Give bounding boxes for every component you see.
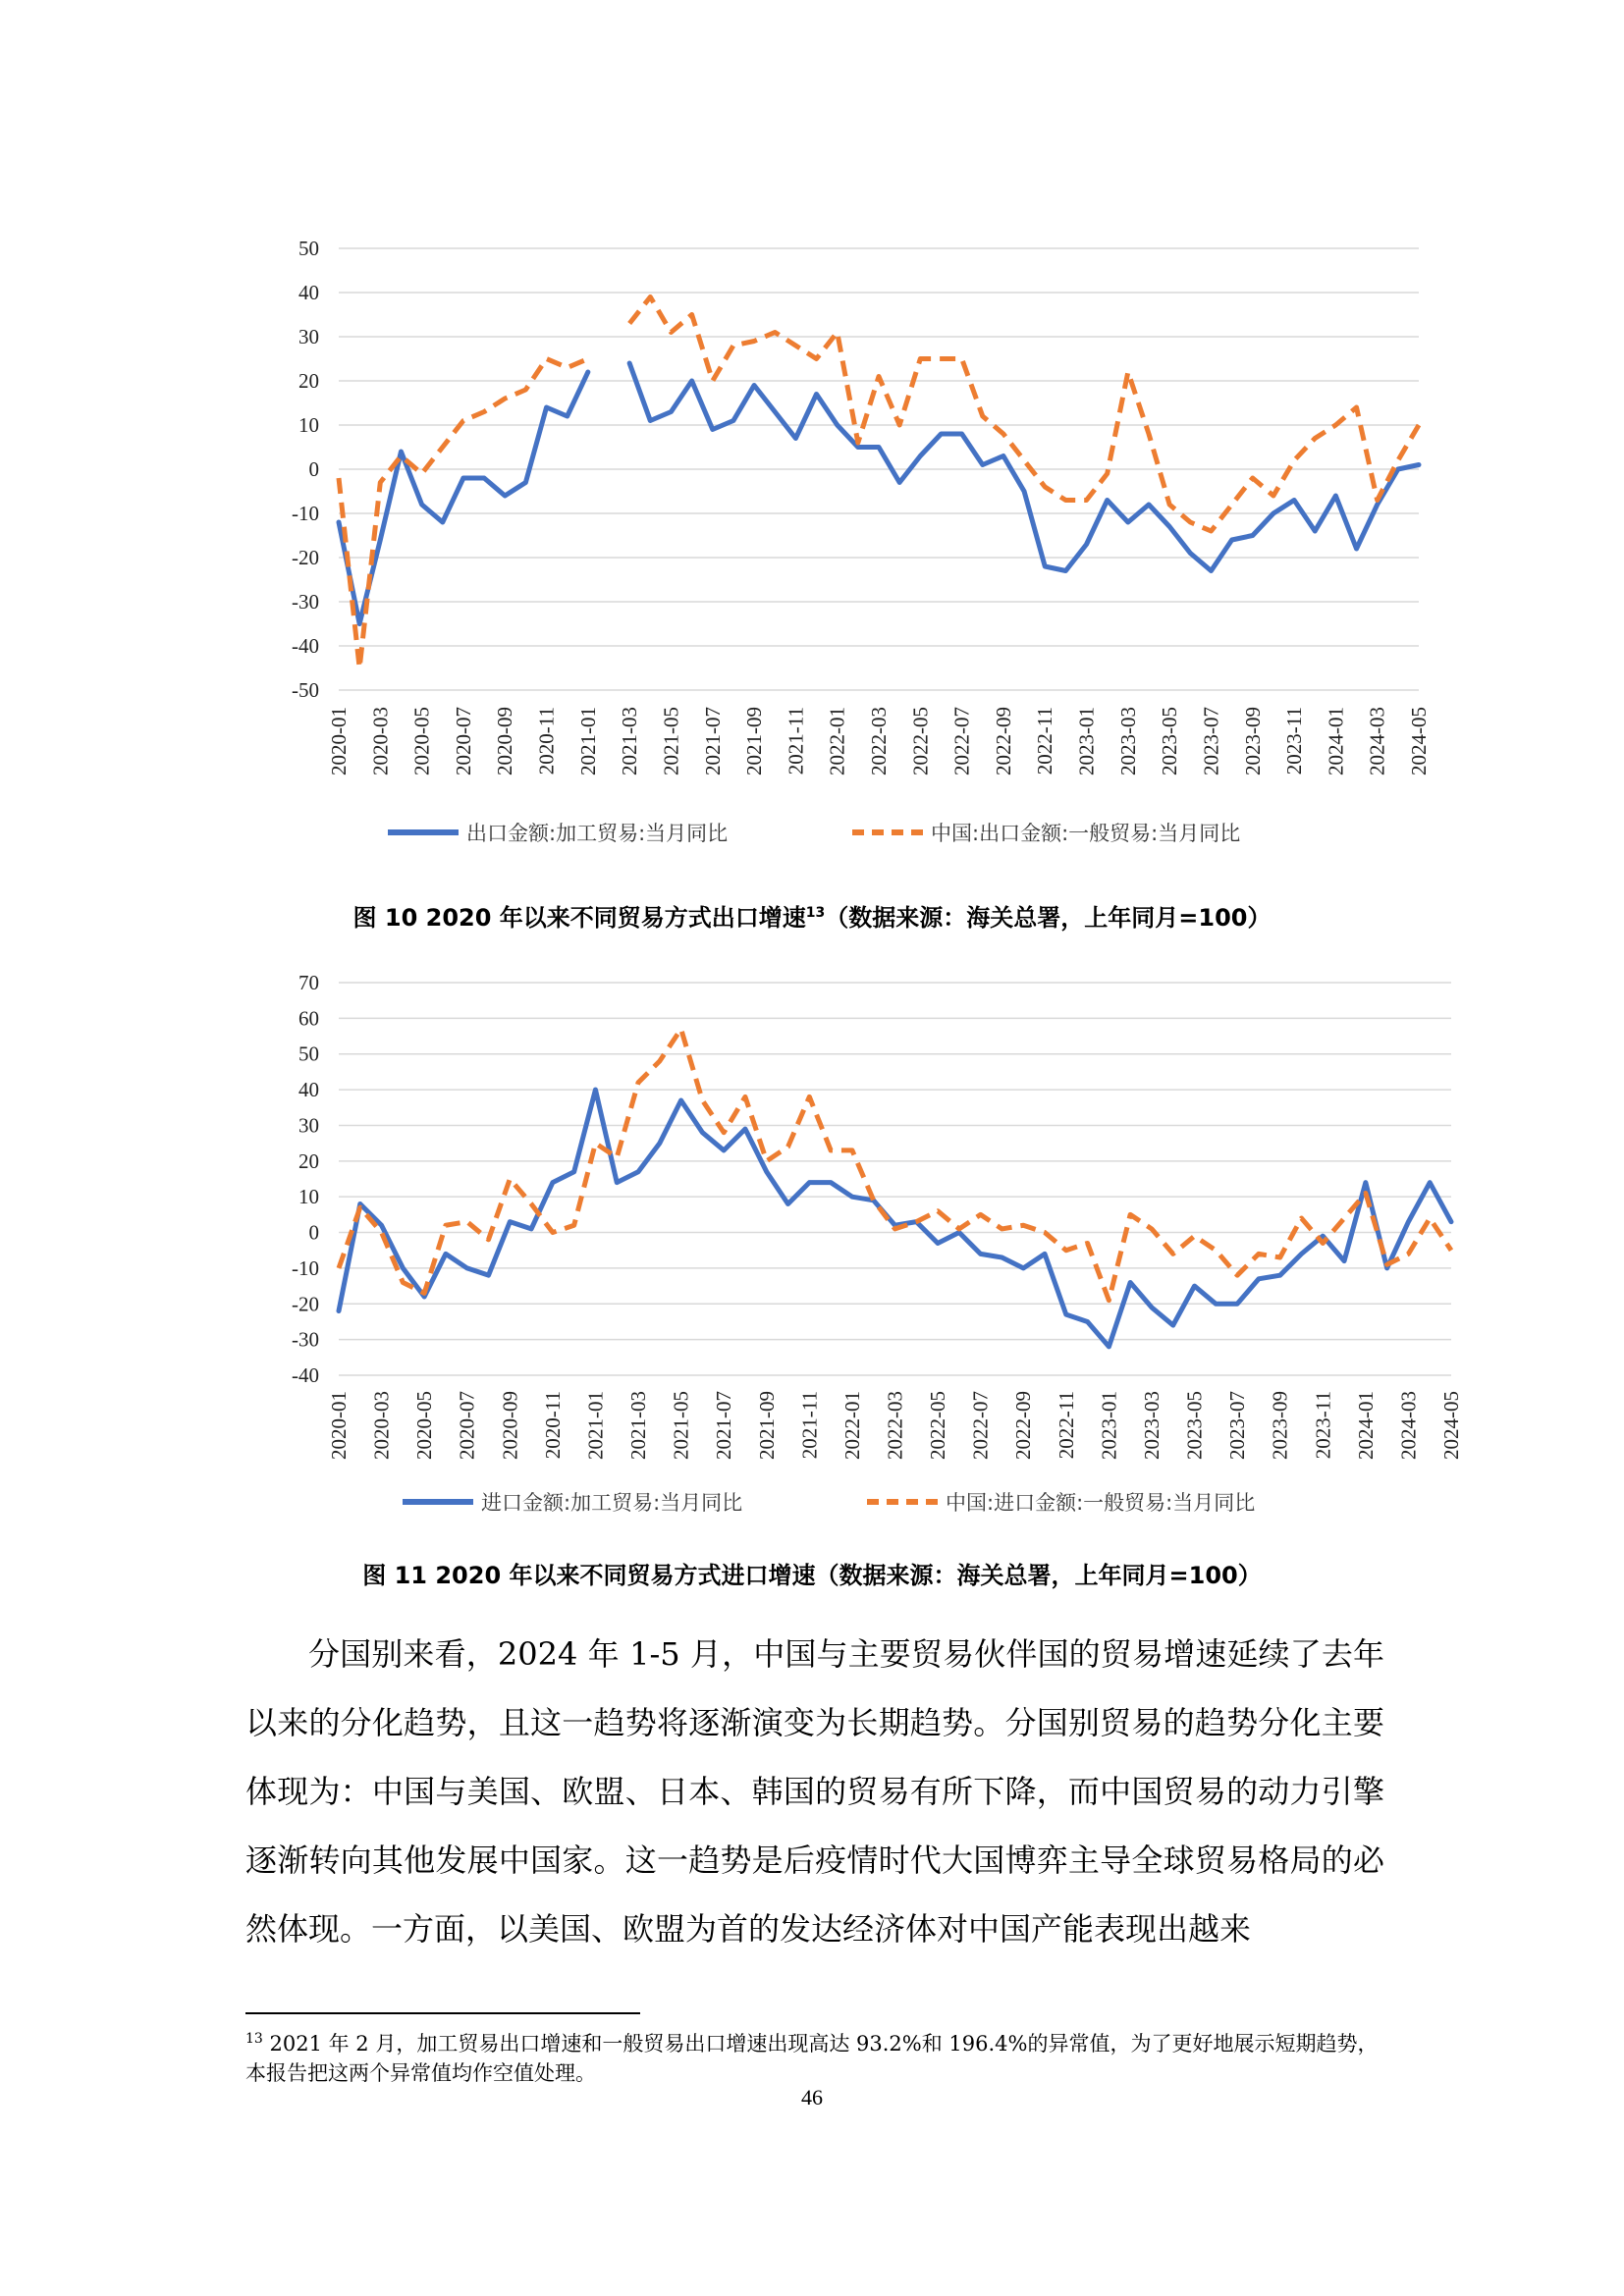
x-tick-label: 2024-05 [1407, 707, 1431, 775]
x-tick-label: 2021-01 [575, 707, 600, 775]
processing-trade-series-line [629, 363, 1419, 571]
y-tick-label: 50 [298, 237, 319, 260]
footnote-text: 2021 年 2 月，加工贸易出口增速和一般贸易出口增速出现高达 93.2%和 196.4%的异常值，为了更好地展示短期趋势，本报告把这两个异常值均作空值处理。 [245, 2032, 1379, 2085]
legend-label: 中国:进口金额:一般贸易:当月同比 [946, 1491, 1256, 1515]
x-tick-label: 2020-03 [369, 1391, 394, 1460]
import-growth-plot [0, 942, 1624, 1502]
x-tick-label: 2021-11 [797, 1391, 822, 1460]
legend-solid-line [403, 1499, 473, 1505]
legend-item-general-import [867, 1487, 1255, 1517]
legend-item-processing-import [403, 1487, 742, 1517]
y-tick-label: 10 [298, 1185, 319, 1209]
x-tick-label: 2020-03 [368, 707, 393, 775]
y-tick-label: -30 [292, 1327, 319, 1352]
processing-trade-series-line [339, 372, 588, 624]
legend-label: 中国:出口金额:一般贸易:当月同比 [931, 822, 1241, 845]
x-tick-label: 2020-09 [493, 707, 517, 775]
x-tick-label: 2020-01 [327, 707, 351, 775]
footnote-rule [245, 2012, 640, 2014]
x-tick-label: 2024-05 [1439, 1391, 1463, 1460]
x-tick-label: 2023-03 [1139, 1391, 1164, 1460]
legend-label: 进口金额:加工贸易:当月同比 [481, 1491, 743, 1515]
general-trade-series-line [339, 1029, 1451, 1300]
x-tick-label: 2020-11 [540, 1391, 565, 1460]
legend-dashed-line [852, 829, 923, 835]
x-tick-label: 2022-05 [908, 707, 933, 775]
x-tick-label: 2022-09 [1011, 1391, 1036, 1460]
y-tick-label: 10 [298, 413, 319, 437]
x-tick-label: 2021-07 [712, 1391, 736, 1460]
caption-footnote-marker: 13 [805, 905, 826, 921]
x-tick-label: 2022-07 [968, 1391, 993, 1460]
body-paragraph: 分国别来看，2024 年 1-5 月，中国与主要贸易伙伴国的贸易增速延续了去年以来的分化趋势，且这一趋势将逐渐演变为长期趋势。分国别贸易的趋势分化主要体现为：中国与美国、欧盟、日本、韩国的贸易有所下降，而中国贸易的动力引擎逐渐转向其他发展中国家。这一趋势是后疫情时代大国博弈主导全球贸易格局的必然体现。一方面，以美国、欧盟为首的发达经济体对中国产能表现出越来 [245, 1635, 1384, 1948]
y-tick-label: 30 [298, 1113, 319, 1138]
x-tick-label: 2023-07 [1225, 1391, 1250, 1460]
y-tick-label: 50 [298, 1041, 319, 1066]
export-growth-chart [0, 211, 1624, 898]
x-tick-label: 2021-05 [659, 707, 683, 775]
x-tick-label: 2020-07 [451, 707, 475, 775]
x-tick-label: 2021-01 [583, 1391, 608, 1460]
x-tick-label: 2021-07 [700, 707, 725, 775]
x-tick-label: 2023-09 [1240, 707, 1265, 775]
legend-label: 出口金额:加工贸易:当月同比 [466, 822, 729, 845]
footnote-marker: 13 [245, 2031, 263, 2047]
legend-solid-line [388, 829, 459, 835]
caption-tail: （数据来源：海关总署，上年同月=100） [825, 904, 1272, 932]
x-tick-label: 2020-05 [409, 707, 434, 775]
x-tick-label: 2023-05 [1158, 707, 1182, 775]
y-tick-label: -40 [292, 1363, 319, 1387]
x-tick-label: 2023-11 [1311, 1391, 1335, 1460]
x-tick-label: 2021-11 [784, 707, 808, 775]
x-tick-label: 2022-07 [949, 707, 974, 775]
x-tick-label: 2024-01 [1324, 707, 1348, 775]
x-tick-label: 2023-11 [1282, 707, 1307, 775]
x-tick-label: 2022-03 [883, 1391, 907, 1460]
x-tick-label: 2024-03 [1396, 1391, 1421, 1460]
y-tick-label: 40 [298, 1078, 319, 1102]
y-tick-label: 0 [308, 457, 319, 481]
x-tick-label: 2021-03 [626, 1391, 651, 1460]
x-tick-label: 2020-01 [327, 1391, 351, 1460]
x-tick-label: 2023-07 [1199, 707, 1223, 775]
body-text [245, 1620, 1384, 1963]
x-tick-label: 2022-03 [867, 707, 891, 775]
x-tick-label: 2020-09 [498, 1391, 522, 1460]
x-tick-label: 2020-05 [412, 1391, 437, 1460]
x-tick-label: 2023-01 [1074, 707, 1099, 775]
x-tick-label: 2023-03 [1115, 707, 1140, 775]
caption-main: 图 10 2020 年以来不同贸易方式出口增速 [352, 904, 806, 932]
processing-trade-series-line [339, 1090, 1451, 1347]
y-tick-label: -20 [292, 1292, 319, 1316]
y-tick-label: -30 [292, 590, 319, 614]
legend-dashed-line [867, 1499, 938, 1505]
figure-11-caption [0, 1556, 1624, 1590]
x-tick-label: 2023-01 [1097, 1391, 1121, 1460]
x-tick-label: 2022-05 [926, 1391, 950, 1460]
caption-tail: （数据来源：海关总署，上年同月=100） [815, 1562, 1262, 1589]
y-tick-label: 30 [298, 325, 319, 348]
x-tick-label: 2020-11 [534, 707, 559, 775]
y-tick-label: 70 [298, 971, 319, 994]
x-tick-label: 2021-09 [742, 707, 767, 775]
y-tick-label: 20 [298, 1148, 319, 1173]
export-growth-plot [0, 211, 1624, 839]
x-tick-label: 2022-01 [825, 707, 849, 775]
caption-main: 图 11 2020 年以来不同贸易方式进口增速 [362, 1562, 816, 1589]
import-growth-chart [0, 942, 1624, 1531]
figure-10-caption [0, 898, 1624, 933]
y-tick-label: 20 [298, 369, 319, 393]
x-tick-label: 2021-05 [669, 1391, 693, 1460]
x-tick-label: 2022-11 [1054, 1391, 1078, 1460]
x-tick-label: 2022-11 [1033, 707, 1057, 775]
footnote [245, 2024, 1384, 2088]
x-tick-label: 2023-09 [1268, 1391, 1292, 1460]
x-tick-label: 2021-09 [754, 1391, 779, 1460]
x-tick-label: 2024-03 [1365, 707, 1389, 775]
page-number: 46 [801, 2085, 823, 2109]
y-tick-label: -20 [292, 546, 319, 569]
legend-item-processing-export [388, 818, 728, 847]
x-tick-label: 2022-01 [839, 1391, 864, 1460]
x-tick-label: 2021-03 [618, 707, 642, 775]
x-tick-label: 2023-05 [1182, 1391, 1207, 1460]
y-tick-label: 60 [298, 1006, 319, 1031]
y-tick-label: 0 [308, 1220, 319, 1245]
y-tick-label: 40 [298, 281, 319, 304]
y-tick-label: -50 [292, 678, 319, 702]
y-tick-label: -40 [292, 634, 319, 658]
legend-item-general-export [852, 818, 1240, 847]
x-tick-label: 2022-09 [991, 707, 1015, 775]
x-tick-label: 2024-01 [1353, 1391, 1378, 1460]
x-tick-label: 2020-07 [455, 1391, 479, 1460]
y-tick-label: -10 [292, 502, 319, 525]
y-tick-label: -10 [292, 1255, 319, 1280]
